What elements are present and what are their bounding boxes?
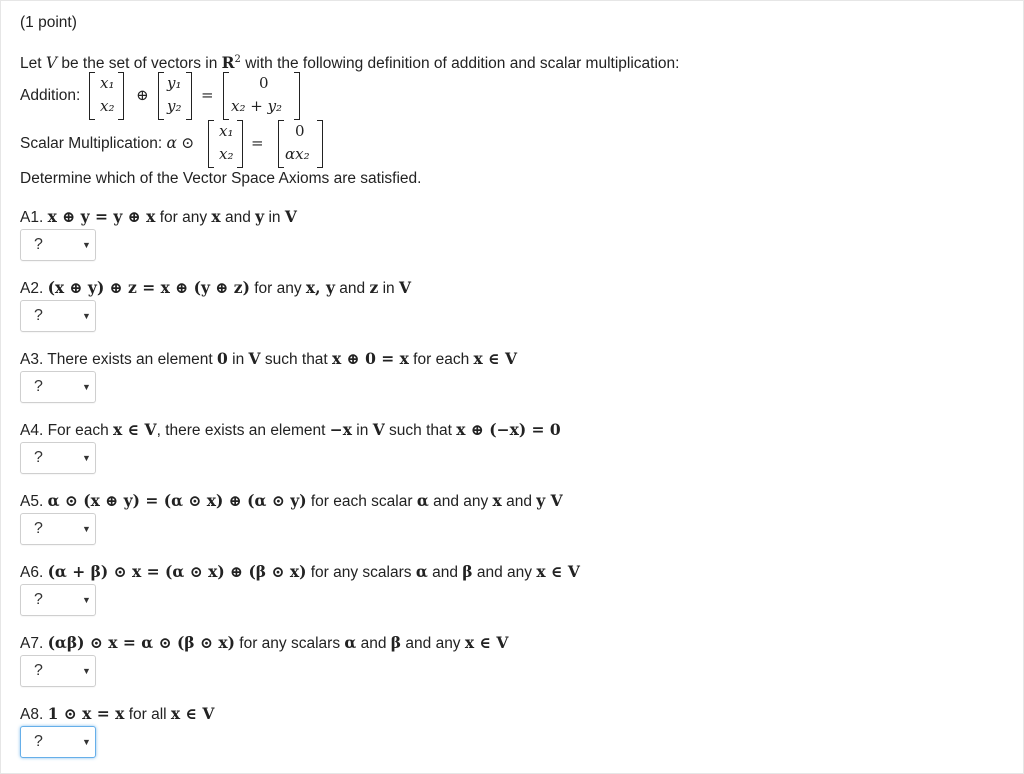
axiom-4-answer-select[interactable] (20, 442, 96, 474)
axiom-5-text: A5. α ⊙ (x ⊕ y) = (α ⊙ x) ⊕ (α ⊙ y) for each scalar α and any x and y V (20, 491, 563, 510)
axiom-5-answer-select[interactable] (20, 513, 96, 545)
axiom-7-answer-select[interactable] (20, 655, 96, 687)
points-label: (1 point) (20, 14, 77, 31)
axiom-1-answer-select[interactable] (20, 229, 96, 261)
dropdown-arrow-icon: ▼ (82, 240, 91, 250)
axiom-2-answer-select[interactable] (20, 300, 96, 332)
dropdown-arrow-icon: ▼ (82, 382, 91, 392)
select-value: ? (34, 591, 43, 608)
axiom-4-text: A4. For each x ∈ V, there exists an element −x in V such that x ⊕ (−x) = 0 (20, 420, 561, 439)
dropdown-arrow-icon: ▼ (82, 524, 91, 534)
axiom-2-text: A2. (x ⊕ y) ⊕ z = x ⊕ (y ⊕ z) for any x, y and z in V (20, 278, 411, 297)
scalar-equation: x₁ x₂ = 0 αx₂ (208, 120, 348, 170)
dropdown-arrow-icon: ▼ (82, 666, 91, 676)
axiom-8-text: A8. 1 ⊙ x = x for all x ∈ V (20, 704, 215, 723)
axiom-3-text: A3. There exists an element 0 in V such that x ⊕ 0 = x for each x ∈ V (20, 349, 518, 368)
axiom-6-text: A6. (α + β) ⊙ x = (α ⊙ x) ⊕ (β ⊙ x) for any scalars α and β and any x ∈ V (20, 562, 580, 581)
axiom-6-answer-select[interactable] (20, 584, 96, 616)
axiom-8-answer-select[interactable] (20, 726, 96, 758)
dropdown-arrow-icon: ▼ (82, 595, 91, 605)
select-value: ? (34, 662, 43, 679)
scalar-label: Scalar Multiplication: α ⊙ (20, 134, 195, 152)
instruction-text: Determine which of the Vector Space Axioms are satisfied. (20, 170, 422, 187)
axiom-3-answer-select[interactable] (20, 371, 96, 403)
addition-equation: x₁ x₂ ⊕ y₁ y₂ = 0 x₂ + y₂ (89, 72, 329, 122)
select-value: ? (34, 236, 43, 253)
select-value: ? (34, 378, 43, 395)
addition-label: Addition: (20, 87, 81, 104)
dropdown-arrow-icon: ▼ (82, 737, 91, 747)
intro-text: Let V be the set of vectors in $R^2$ with the following definition of addition and scalar multiplication: (20, 53, 680, 72)
select-value: ? (34, 449, 43, 466)
axiom-7-text: A7. (αβ) ⊙ x = α ⊙ (β ⊙ x) for any scalars α and β and any x ∈ V (20, 633, 509, 652)
dropdown-arrow-icon: ▼ (82, 311, 91, 321)
select-value: ? (34, 733, 43, 750)
select-value: ? (34, 307, 43, 324)
dropdown-arrow-icon: ▼ (82, 453, 91, 463)
axiom-1-text: A1. x ⊕ y = y ⊕ x for any x and y in V (20, 207, 297, 226)
select-value: ? (34, 520, 43, 537)
